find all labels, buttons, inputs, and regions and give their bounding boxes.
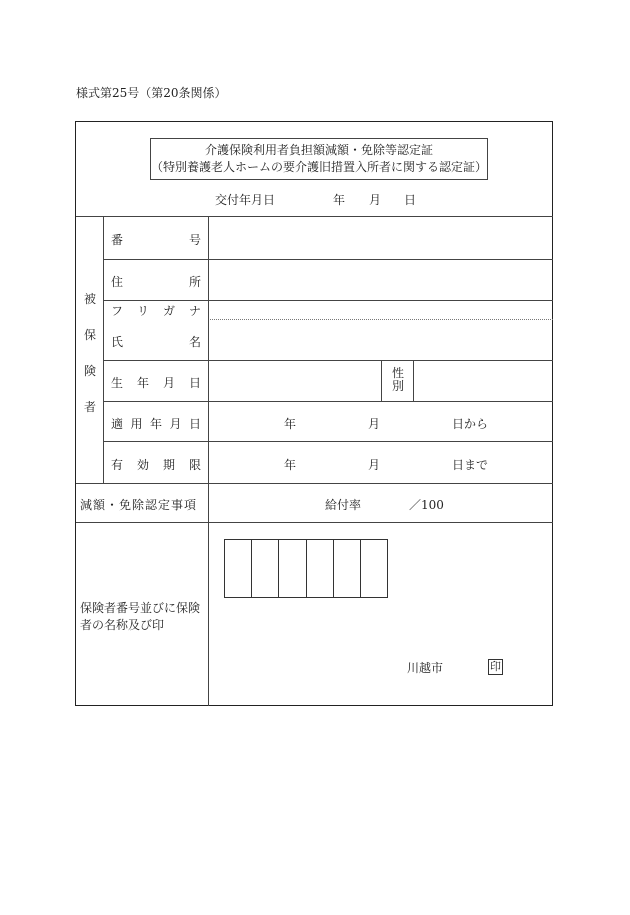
issue-month-unit: 月 [369, 193, 382, 207]
title-line-1: 介護保険利用者負担額減額・免除等認定証 [204, 143, 433, 157]
label-address-1: 住 [111, 275, 124, 289]
label-expiry-3: 期 [162, 458, 175, 472]
label-furigana [111, 302, 201, 319]
form-reference: 様式第25号（第20条関係） [76, 86, 227, 100]
insurer-number-box [279, 540, 306, 597]
label-name-2: 名 [188, 335, 201, 349]
rule-number [103, 259, 553, 260]
insurer-label [80, 600, 200, 634]
rule-birth [103, 401, 553, 402]
label-expiry-2: 効 [136, 458, 149, 472]
apply-month-unit: 月 [368, 417, 381, 431]
insurer-label-line-1: 保険者番号並びに保険 [80, 601, 201, 615]
label-furigana-2: リ [136, 304, 149, 318]
issue-day-unit: 日 [404, 193, 417, 207]
rule-furigana-dotted [208, 319, 553, 320]
rule-top [76, 216, 553, 217]
seal-mark: 印 [490, 660, 501, 673]
rule-expiry [76, 483, 553, 484]
insurer-number-boxes [224, 539, 388, 598]
label-apply-date [111, 415, 201, 432]
label-apply-1: 適 [111, 417, 124, 431]
insurer-number-box [334, 540, 361, 597]
label-name [111, 333, 201, 350]
insurer-name: 川越市 [407, 661, 444, 675]
benefit-rate-suffix: ／100 [409, 498, 444, 512]
label-birth-1: 生 [111, 376, 124, 390]
insurer-number-box [361, 540, 387, 597]
label-apply-4: 月 [169, 417, 182, 431]
issue-date-label: 交付年月日 [215, 193, 276, 207]
insured-char-2: 保 [84, 328, 97, 342]
label-furigana-4: ナ [188, 304, 201, 318]
divider-sex-left [381, 360, 382, 401]
label-apply-3: 年 [149, 417, 162, 431]
issue-year-unit: 年 [333, 193, 346, 207]
reduction-label: 減額・免除認定事項 [80, 498, 198, 512]
divider-sex-right [413, 360, 414, 401]
rule-apply [103, 441, 553, 442]
insurer-number-box [252, 540, 279, 597]
insurer-number-box [225, 540, 252, 597]
label-expiry-1: 有 [111, 458, 124, 472]
rule-address [103, 300, 553, 301]
insurer-label-line-2: 者の名称及び印 [80, 618, 165, 632]
rule-reduction [76, 522, 553, 523]
expiry-month-unit: 月 [368, 458, 381, 472]
title-line-2: （特別養護老人ホームの要介護旧措置入所者に関する認定証） [151, 160, 488, 174]
rule-name [103, 360, 553, 361]
label-address-2: 所 [188, 275, 201, 289]
label-number-2: 号 [188, 233, 201, 247]
label-birth-3: 月 [162, 376, 175, 390]
label-furigana-3: ガ [162, 304, 175, 318]
insured-char-1: 被 [84, 292, 97, 306]
divider-side-label [103, 216, 104, 483]
label-birth [111, 374, 201, 391]
label-sex-1: 性 [392, 366, 405, 380]
apply-from-unit: 日から [452, 417, 489, 431]
label-expiry-4: 限 [188, 458, 201, 472]
label-number-1: 番 [111, 233, 124, 247]
insured-char-4: 者 [84, 400, 97, 414]
label-expiry [111, 456, 201, 473]
label-sex-2: 別 [392, 379, 405, 393]
label-furigana-1: フ [111, 304, 124, 318]
label-name-1: 氏 [111, 335, 124, 349]
label-birth-4: 日 [188, 376, 201, 390]
insured-char-3: 険 [84, 364, 97, 378]
label-address [111, 273, 201, 290]
apply-year-unit: 年 [284, 417, 297, 431]
label-apply-2: 用 [130, 417, 143, 431]
label-apply-5: 日 [188, 417, 201, 431]
benefit-rate-label: 給付率 [325, 498, 362, 512]
insurer-number-box [307, 540, 334, 597]
label-sex [392, 367, 404, 393]
expiry-until-unit: 日まで [452, 458, 489, 472]
certificate-title [150, 138, 488, 180]
divider-label-value [208, 216, 209, 706]
label-birth-2: 年 [136, 376, 149, 390]
expiry-year-unit: 年 [284, 458, 297, 472]
label-number [111, 231, 201, 248]
